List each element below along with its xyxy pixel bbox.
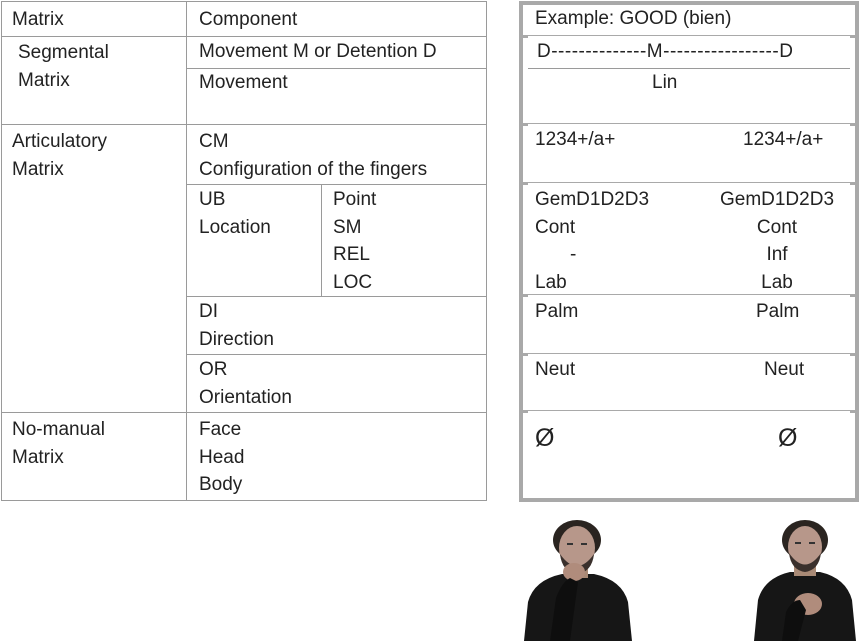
- location-values-right: GemD1D2D3 Cont Inf Lab: [719, 189, 835, 293]
- header-matrix: Matrix: [12, 9, 64, 30]
- or-cell: OR Orientation: [199, 359, 292, 408]
- location-values-left: GemD1D2D3 Cont - Lab: [535, 189, 650, 293]
- segment-sequence: D--------------M-----------------D: [537, 41, 794, 62]
- header-component: Component: [199, 9, 298, 30]
- direction-value-right: Palm: [756, 301, 800, 322]
- nonmanual-value-left: Ø: [535, 424, 555, 452]
- nomanual-items: Face Head Body: [199, 419, 245, 495]
- signer-photo-end: [752, 520, 858, 641]
- nomanual-matrix-label: No-manual Matrix: [12, 419, 105, 468]
- signer-photo-start: [522, 520, 634, 641]
- movement-value: Lin: [652, 72, 678, 93]
- cm-cell: CM Configuration of the fingers: [199, 131, 428, 180]
- example-title: Example: GOOD (bien): [535, 8, 732, 29]
- articulatory-matrix-label: Articulatory Matrix: [12, 131, 108, 180]
- segmental-matrix-label: Segmental Matrix: [18, 42, 109, 91]
- di-cell: DI Direction: [199, 301, 274, 350]
- direction-value-left: Palm: [535, 301, 579, 322]
- cm-value-left: 1234+/a+: [535, 129, 616, 150]
- cm-value-right: 1234+/a+: [743, 129, 824, 150]
- orientation-value-left: Neut: [535, 359, 576, 380]
- orientation-value-right: Neut: [764, 359, 805, 380]
- location-subcomponents: Point SM REL LOC: [333, 189, 377, 293]
- segmental-row-movement: Movement: [199, 72, 288, 93]
- segmental-row-movement-detention: Movement M or Detention D: [199, 41, 437, 62]
- nonmanual-value-right: Ø: [778, 424, 798, 452]
- ub-cell: UB Location: [199, 189, 271, 238]
